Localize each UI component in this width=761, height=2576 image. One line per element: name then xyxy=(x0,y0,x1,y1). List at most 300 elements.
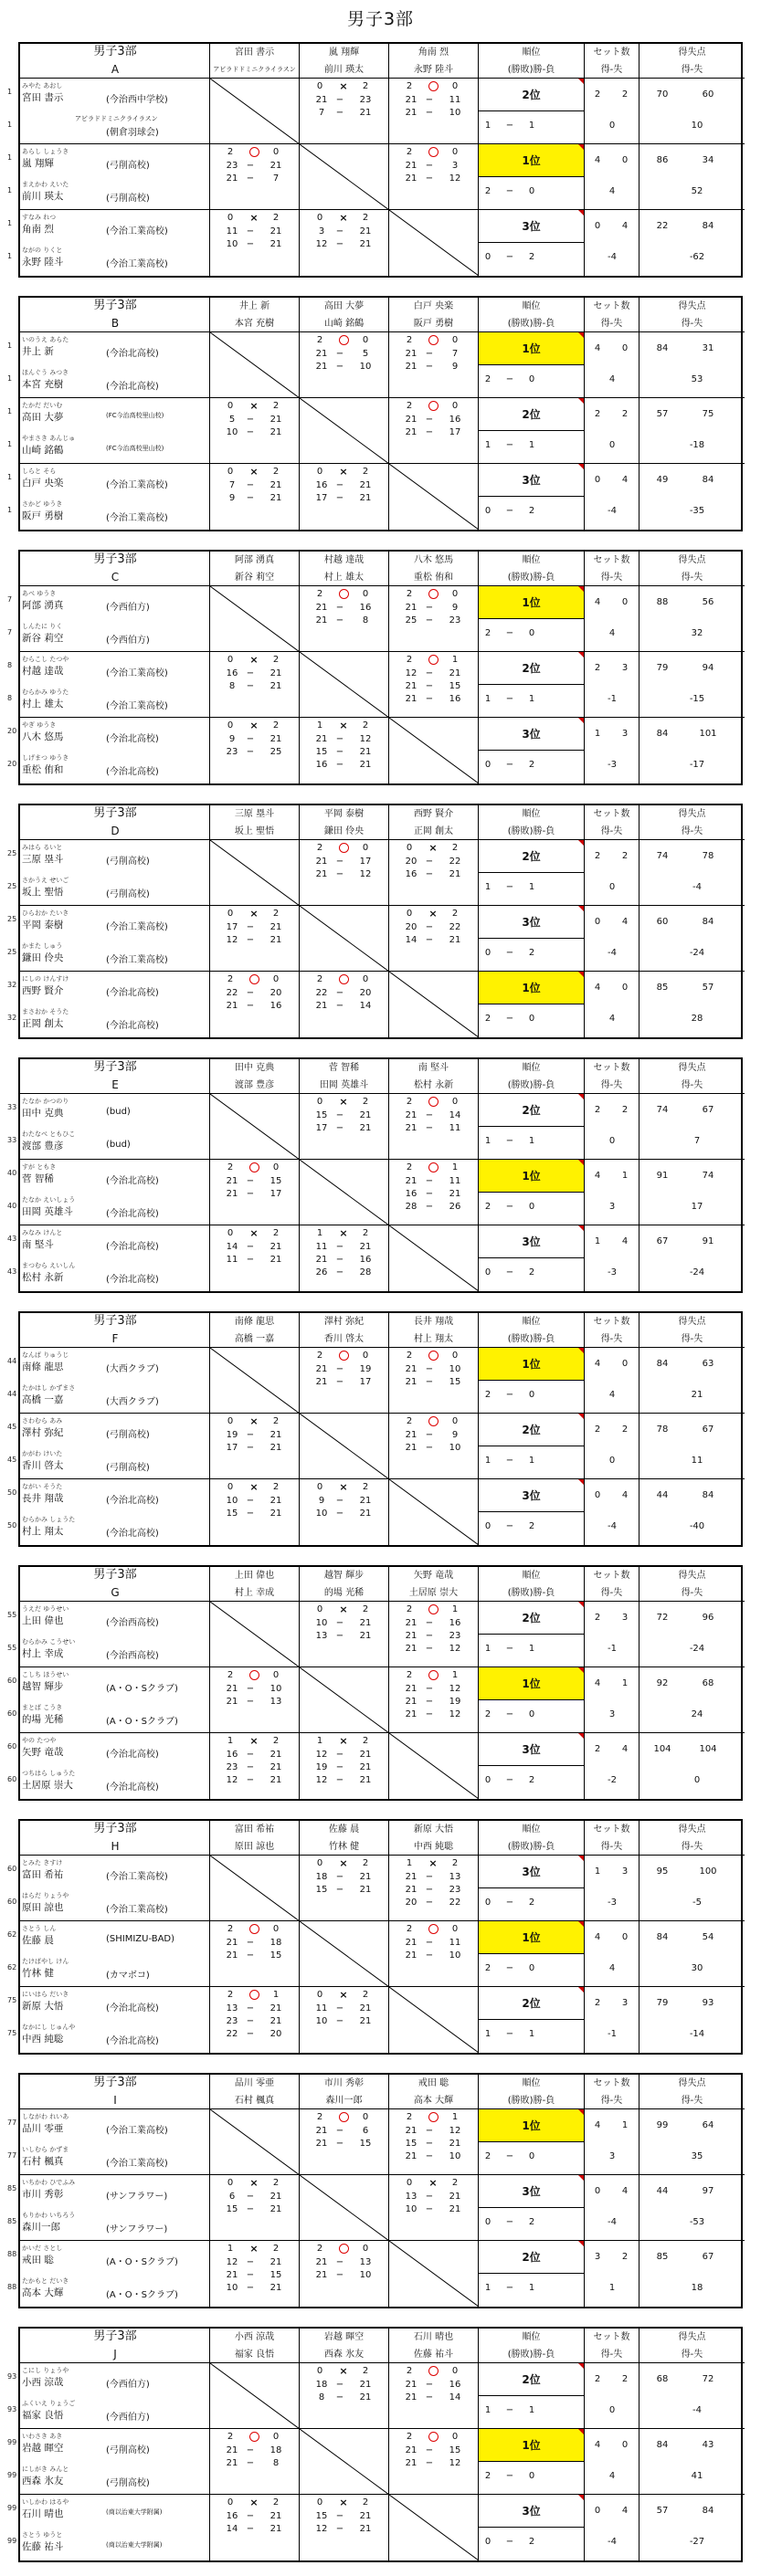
game-score-self: 21 xyxy=(405,1684,417,1694)
rank-header-label: 順位 xyxy=(522,809,541,819)
set-header-sub: 得-失 xyxy=(600,2350,623,2360)
sets-won: 0 xyxy=(316,1990,323,2000)
score-dash: − xyxy=(335,1618,344,1628)
score-dash: − xyxy=(335,2139,344,2149)
page-title: 男子3部 xyxy=(346,9,415,29)
points-cell xyxy=(639,2241,745,2307)
win-mark xyxy=(422,80,444,92)
game-score-opp: 26 xyxy=(449,1202,461,1212)
match-result-cell xyxy=(389,1921,479,1987)
rank-badge: 3位 xyxy=(479,1733,584,1766)
game-score-opp: 12 xyxy=(449,1644,461,1654)
player-pair-cell xyxy=(20,1348,210,1414)
opponent-name-2: 鎌田 伶央 xyxy=(323,826,365,836)
match-result-cell xyxy=(300,906,389,972)
player-name: 佐藤 祐斗 xyxy=(22,2541,64,2552)
game-score-opp: 21 xyxy=(359,2392,372,2403)
player-name: 澤村 弥紀 xyxy=(22,1427,64,1438)
set-cell xyxy=(585,464,639,530)
sets-lost: 1 xyxy=(451,2112,459,2122)
game-score-self: 25 xyxy=(405,615,417,626)
rank-cell xyxy=(479,1667,585,1733)
game-score-opp: 11 xyxy=(449,1176,461,1186)
game-score-self: 21 xyxy=(405,1123,417,1133)
seed-number: 1 xyxy=(7,374,13,383)
points-diff: -15 xyxy=(689,694,705,704)
rank-header-sub: (勝敗)勝-負 xyxy=(507,319,555,329)
points-against: 84 xyxy=(702,475,714,485)
seed-number: 1 xyxy=(7,252,13,260)
points-header-sub: 得-失 xyxy=(681,65,703,75)
points-diff: 41 xyxy=(691,2471,703,2481)
rank-cell xyxy=(479,2363,585,2429)
points-for: 91 xyxy=(656,1171,669,1181)
corner-marker xyxy=(578,1414,584,1419)
game-score-self: 12 xyxy=(315,239,328,249)
group-letter: J xyxy=(113,2348,117,2360)
sets-won: 0 xyxy=(227,467,234,477)
loss-mark xyxy=(333,2365,354,2378)
sets-won: 0 xyxy=(227,2178,234,2188)
sets-won: 0 xyxy=(316,1097,323,1107)
win-circle-icon xyxy=(428,2366,439,2376)
game-score-self: 21 xyxy=(405,362,417,372)
game-score-self: 9 xyxy=(318,1496,325,1506)
wins-count: 0 xyxy=(484,1898,491,1908)
corner-marker xyxy=(578,1921,584,1927)
wins-count: 1 xyxy=(484,1456,491,1466)
rank-header xyxy=(479,298,585,332)
rank-cell xyxy=(479,1348,585,1414)
set-diff: -3 xyxy=(608,1267,617,1277)
game-score-self: 15 xyxy=(226,2204,238,2214)
player-kana: たかはし かずまさ xyxy=(22,1384,76,1392)
game-score-opp: 21 xyxy=(270,493,282,503)
opponent-name-2: 重松 侑和 xyxy=(413,573,454,583)
score-dash: − xyxy=(246,922,255,932)
player-affiliation: (今治工業高校) xyxy=(106,513,168,523)
diagonal-line xyxy=(300,1667,389,1733)
opponent-name-1: 井上 新 xyxy=(238,301,270,311)
wins-count: 2 xyxy=(484,374,491,384)
game-score-self: 15 xyxy=(315,2511,328,2521)
game-score-self: 21 xyxy=(315,857,328,867)
loss-mark xyxy=(243,1481,265,1494)
sets-against: 4 xyxy=(621,917,629,927)
diagonal-stroke xyxy=(300,906,389,972)
win-circle-icon xyxy=(249,1670,259,1680)
opponent-name-1: 長井 翔哉 xyxy=(413,1317,454,1327)
sets-lost: 0 xyxy=(451,401,459,411)
loss-mark xyxy=(243,720,265,732)
rank-badge: 3位 xyxy=(479,210,584,243)
player-name: 富田 希祐 xyxy=(22,1869,64,1880)
game-score-self: 12 xyxy=(226,935,238,945)
player-kana: むらかみ しょうた xyxy=(22,1516,76,1523)
diagonal-line xyxy=(389,2495,479,2560)
game-score-opp: 19 xyxy=(449,1697,461,1707)
points-for: 74 xyxy=(656,851,669,861)
sets-against: 2 xyxy=(621,1105,629,1115)
seed-number: 93 xyxy=(7,2372,17,2381)
win-circle-icon xyxy=(428,589,439,599)
seed-number: 20 xyxy=(7,727,17,735)
game-score-opp: 17 xyxy=(359,1377,372,1387)
game-score-opp: 21 xyxy=(270,1762,282,1772)
game-score-self: 14 xyxy=(405,935,417,945)
score-dash: − xyxy=(425,2204,434,2214)
game-score-opp: 21 xyxy=(359,1762,372,1772)
win-circle-icon xyxy=(428,655,439,665)
opponent-name-1: 白戸 央楽 xyxy=(413,301,454,311)
sets-lost: 2 xyxy=(362,1858,369,1868)
seed-number: 93 xyxy=(7,2405,17,2413)
score-dash: − xyxy=(335,747,344,757)
score-dash: − xyxy=(246,1697,255,1707)
player-affiliation: (今治北高校) xyxy=(106,1176,159,1186)
sets-against: 4 xyxy=(621,1744,629,1754)
player-kana: ほんぐう みつき xyxy=(22,369,69,376)
win-mark xyxy=(333,973,354,985)
player-affiliation: (SHIMIZU-BAD) xyxy=(106,1934,175,1944)
score-dash: − xyxy=(425,615,434,626)
game-score-opp: 21 xyxy=(270,1242,282,1252)
player-pair-cell xyxy=(20,718,210,783)
group-name: 男子3部 xyxy=(93,2076,137,2089)
points-cell xyxy=(639,652,745,718)
sets-lost: 2 xyxy=(272,1228,280,1238)
game-score-self: 21 xyxy=(405,2458,417,2468)
group-letter: F xyxy=(111,1332,119,1345)
match-result-cell xyxy=(300,1348,389,1414)
diagonal-stroke xyxy=(300,2429,389,2495)
points-diff: -24 xyxy=(689,1644,705,1654)
sets-won: 0 xyxy=(406,909,413,919)
win-mark xyxy=(422,1669,444,1681)
points-for: 99 xyxy=(656,2120,669,2130)
game-score-opp: 12 xyxy=(449,2458,461,2468)
set-cell xyxy=(585,586,639,652)
group-header-cell xyxy=(20,1059,210,1094)
game-score-self: 18 xyxy=(315,1872,328,1882)
player-affiliation: (A・O・Sクラブ) xyxy=(106,2257,178,2267)
opponent-name-2: アビラドドミニクライラスン xyxy=(213,66,296,73)
win-circle-icon xyxy=(249,1990,259,2000)
set-cell xyxy=(585,2175,639,2241)
player-name: 渡部 豊彦 xyxy=(22,1141,64,1151)
opponent-name-2: 原田 諒也 xyxy=(234,1842,275,1852)
group-letter: E xyxy=(111,1078,119,1091)
sets-for: 3 xyxy=(594,2252,601,2262)
seed-number: 40 xyxy=(7,1202,17,1210)
player-name: 上田 偉也 xyxy=(22,1615,64,1626)
score-dash: − xyxy=(425,1364,434,1374)
seed-number: 60 xyxy=(7,1898,17,1906)
set-diff: 0 xyxy=(608,2405,616,2415)
score-dash: − xyxy=(246,747,255,757)
opponent-name-2: 森川一郎 xyxy=(325,2096,363,2106)
match-result-cell xyxy=(210,2241,300,2307)
group-d xyxy=(7,804,743,1039)
seed-number: 1 xyxy=(7,473,13,481)
sets-won: 0 xyxy=(227,1228,234,1238)
wins-count: 0 xyxy=(484,1521,491,1531)
set-header-label: セット数 xyxy=(593,301,630,311)
score-dash: − xyxy=(246,1762,255,1772)
game-score-self: 11 xyxy=(315,2003,328,2013)
opponent-name-1: 澤村 弥紀 xyxy=(323,1317,365,1327)
corner-marker xyxy=(578,586,584,592)
game-score-self: 10 xyxy=(315,1618,328,1628)
sets-lost: 2 xyxy=(362,213,369,223)
rank-header xyxy=(479,44,585,79)
sets-won: 0 xyxy=(316,467,323,477)
sets-won: 2 xyxy=(316,589,323,599)
sets-won: 0 xyxy=(227,213,234,223)
rank-badge: 3位 xyxy=(479,1225,584,1258)
group-f xyxy=(7,1311,743,1547)
player-affiliation: (A・O・Sクラブ) xyxy=(106,2290,178,2300)
player-pair-cell xyxy=(20,1479,210,1545)
game-score-self: 6 xyxy=(228,2192,236,2202)
score-dash: − xyxy=(335,1267,344,1277)
seed-number: 7 xyxy=(7,595,13,604)
game-score-opp: 21 xyxy=(359,2524,372,2534)
sets-against: 1 xyxy=(621,2120,629,2130)
set-diff: 4 xyxy=(608,1014,616,1024)
set-diff: 4 xyxy=(608,1963,616,1973)
player-affiliation: (今治工業高校) xyxy=(106,2126,168,2136)
player-name: 佐藤 晨 xyxy=(22,1935,54,1946)
win-circle-icon xyxy=(428,1416,439,1426)
sets-won: 2 xyxy=(316,843,323,853)
sets-lost: 0 xyxy=(272,1670,280,1680)
diagonal-stroke xyxy=(210,1856,300,1921)
score-dash: − xyxy=(335,226,344,237)
score-dash: − xyxy=(246,2511,255,2521)
match-result-cell xyxy=(210,1987,300,2053)
rank-cell xyxy=(479,1094,585,1160)
player-pair-cell xyxy=(20,906,210,972)
rank-badge: 1位 xyxy=(479,1921,584,1954)
player-affiliation: (商以治東大学附属) xyxy=(106,2541,163,2549)
match-result-cell xyxy=(389,398,479,464)
wins-count: 0 xyxy=(484,760,491,770)
rank-cell xyxy=(479,1987,585,2053)
opponent-header-3 xyxy=(389,298,479,332)
sets-lost: 0 xyxy=(451,2432,459,2442)
player-name: 三原 塁斗 xyxy=(22,854,64,865)
opponent-name-1: 戒田 聡 xyxy=(417,2078,449,2088)
game-score-opp: 21 xyxy=(359,239,372,249)
set-diff: -1 xyxy=(608,694,617,704)
loss-cross-icon: × xyxy=(249,908,259,920)
diagonal-line xyxy=(389,972,479,1037)
player-kana: かがわ けいた xyxy=(22,1450,63,1457)
player-affiliation: (今治北高校) xyxy=(106,1496,159,1506)
player-name: 田中 克典 xyxy=(22,1108,64,1119)
set-diff: -3 xyxy=(608,760,617,770)
opponent-name-2: 村上 幸成 xyxy=(234,1588,275,1598)
seed-number: 62 xyxy=(7,1963,17,1971)
player-pair-cell xyxy=(20,1987,210,2053)
player-affiliation: (弓削高校) xyxy=(106,2478,150,2488)
opponent-name-2: 新谷 莉空 xyxy=(234,573,275,583)
player-kana: やの たつや xyxy=(22,1737,57,1744)
seed-number: 33 xyxy=(7,1103,17,1111)
points-cell xyxy=(639,840,745,906)
game-score-opp: 21 xyxy=(359,1872,372,1882)
diagonal-line xyxy=(300,1414,389,1479)
diagonal-line xyxy=(300,652,389,718)
match-result-cell xyxy=(210,332,300,398)
set-cell xyxy=(585,2363,639,2429)
game-score-self: 9 xyxy=(228,493,236,503)
match-result-cell xyxy=(389,1094,479,1160)
seed-number: 77 xyxy=(7,2151,17,2160)
game-score-self: 21 xyxy=(315,1364,328,1374)
win-circle-icon xyxy=(428,1351,439,1361)
player-pair-cell xyxy=(20,332,210,398)
wl-dash: − xyxy=(505,1390,514,1400)
player-name: 的場 光稀 xyxy=(22,1714,64,1725)
points-cell xyxy=(639,332,745,398)
points-diff: -24 xyxy=(689,948,705,958)
sets-won: 0 xyxy=(227,1482,234,1492)
sets-lost: 0 xyxy=(362,974,369,984)
rank-badge: 1位 xyxy=(479,1160,584,1193)
points-diff: 24 xyxy=(691,1709,703,1719)
points-cell xyxy=(639,2429,745,2495)
set-cell xyxy=(585,2495,639,2560)
game-score-opp: 12 xyxy=(359,869,372,879)
loss-mark xyxy=(422,2177,444,2190)
sets-won: 2 xyxy=(316,974,323,984)
opponent-header-2 xyxy=(300,1059,389,1094)
points-header xyxy=(639,2329,745,2363)
rank-cell xyxy=(479,1921,585,1987)
opponent-header-1 xyxy=(210,1567,300,1602)
set-cell xyxy=(585,906,639,972)
losses-count: 0 xyxy=(528,186,535,196)
corner-marker xyxy=(578,1479,584,1485)
game-score-opp: 21 xyxy=(449,869,461,879)
player-name: 市川 秀彰 xyxy=(22,2189,64,2200)
match-result-cell xyxy=(210,972,300,1037)
sets-lost: 2 xyxy=(362,720,369,731)
game-score-self: 17 xyxy=(226,1443,238,1453)
match-result-cell xyxy=(300,332,389,398)
player-affiliation: (今治工業高校) xyxy=(106,668,168,678)
seed-number: 7 xyxy=(7,628,13,636)
player-affiliation: (弓削高校) xyxy=(106,857,150,867)
group-name: 男子3部 xyxy=(93,806,137,820)
set-diff: -4 xyxy=(608,2217,617,2227)
match-result-cell xyxy=(389,1667,479,1733)
sets-for: 0 xyxy=(594,221,601,231)
game-score-self: 9 xyxy=(228,734,236,744)
score-dash: − xyxy=(335,857,344,867)
player-affiliation: (今治北高校) xyxy=(106,1750,159,1760)
set-cell xyxy=(585,2241,639,2307)
score-dash: − xyxy=(246,1430,255,1440)
score-dash: − xyxy=(335,2270,344,2280)
points-cell xyxy=(639,1225,745,1291)
losses-count: 0 xyxy=(528,374,535,384)
sets-lost: 2 xyxy=(272,720,280,731)
win-circle-icon xyxy=(428,401,439,411)
sets-for: 4 xyxy=(594,597,601,607)
player-kana: さかうえ せいご xyxy=(22,877,69,884)
sets-lost: 1 xyxy=(451,1604,459,1614)
points-against: 54 xyxy=(702,1932,714,1942)
match-result-cell xyxy=(300,1667,389,1733)
opponent-header-2 xyxy=(300,1313,389,1348)
points-against: 84 xyxy=(702,917,714,927)
player-name: 井上 新 xyxy=(22,346,54,357)
score-dash: − xyxy=(335,1750,344,1760)
opponent-name-1: 宮田 書示 xyxy=(234,47,275,58)
sets-lost: 2 xyxy=(272,2178,280,2188)
losses-count: 1 xyxy=(528,2283,535,2293)
set-diff: -2 xyxy=(608,1775,617,1785)
opponent-name-1: 品川 零亜 xyxy=(234,2078,275,2088)
losses-count: 2 xyxy=(528,1267,535,1277)
sets-against: 0 xyxy=(621,1359,629,1369)
diagonal-line xyxy=(300,398,389,464)
points-diff: 11 xyxy=(691,1456,703,1466)
sets-for: 0 xyxy=(594,475,601,485)
win-circle-icon xyxy=(428,1162,439,1172)
points-header xyxy=(639,805,745,840)
loss-mark xyxy=(333,720,354,732)
points-for: 72 xyxy=(656,1613,669,1623)
losses-count: 0 xyxy=(528,1390,535,1400)
set-cell xyxy=(585,1987,639,2053)
losses-count: 1 xyxy=(528,2029,535,2039)
losses-count: 2 xyxy=(528,252,535,262)
score-dash: − xyxy=(246,2003,255,2013)
rank-cell xyxy=(479,464,585,530)
diagonal-stroke xyxy=(389,2495,479,2560)
sets-against: 4 xyxy=(621,475,629,485)
set-diff: 0 xyxy=(608,882,616,892)
player-pair-cell xyxy=(20,2241,210,2307)
opponent-name-2: 村上 翔太 xyxy=(413,1334,454,1344)
game-score-self: 3 xyxy=(318,226,325,237)
points-against: 94 xyxy=(702,663,714,673)
points-header-label: 得失点 xyxy=(678,2332,706,2342)
rank-header-sub: (勝敗)勝-負 xyxy=(507,1588,555,1598)
points-header xyxy=(639,44,745,79)
opponent-name-1: 石川 晴也 xyxy=(413,2332,454,2342)
player-affiliation: (弓削高校) xyxy=(106,2445,150,2455)
set-cell xyxy=(585,1348,639,1414)
points-for: 85 xyxy=(656,983,669,993)
game-score-opp: 12 xyxy=(359,734,372,744)
player-pair-cell xyxy=(20,1414,210,1479)
diagonal-stroke xyxy=(389,464,479,530)
sets-won: 0 xyxy=(406,2178,413,2188)
match-result-cell xyxy=(210,2175,300,2241)
game-score-self: 16 xyxy=(315,760,328,770)
sets-lost: 2 xyxy=(451,843,459,853)
loss-cross-icon: × xyxy=(249,1227,259,1239)
rank-cell xyxy=(479,144,585,210)
points-against: 67 xyxy=(702,2252,714,2262)
group-letter: C xyxy=(111,571,120,584)
game-score-opp: 23 xyxy=(449,1631,461,1641)
